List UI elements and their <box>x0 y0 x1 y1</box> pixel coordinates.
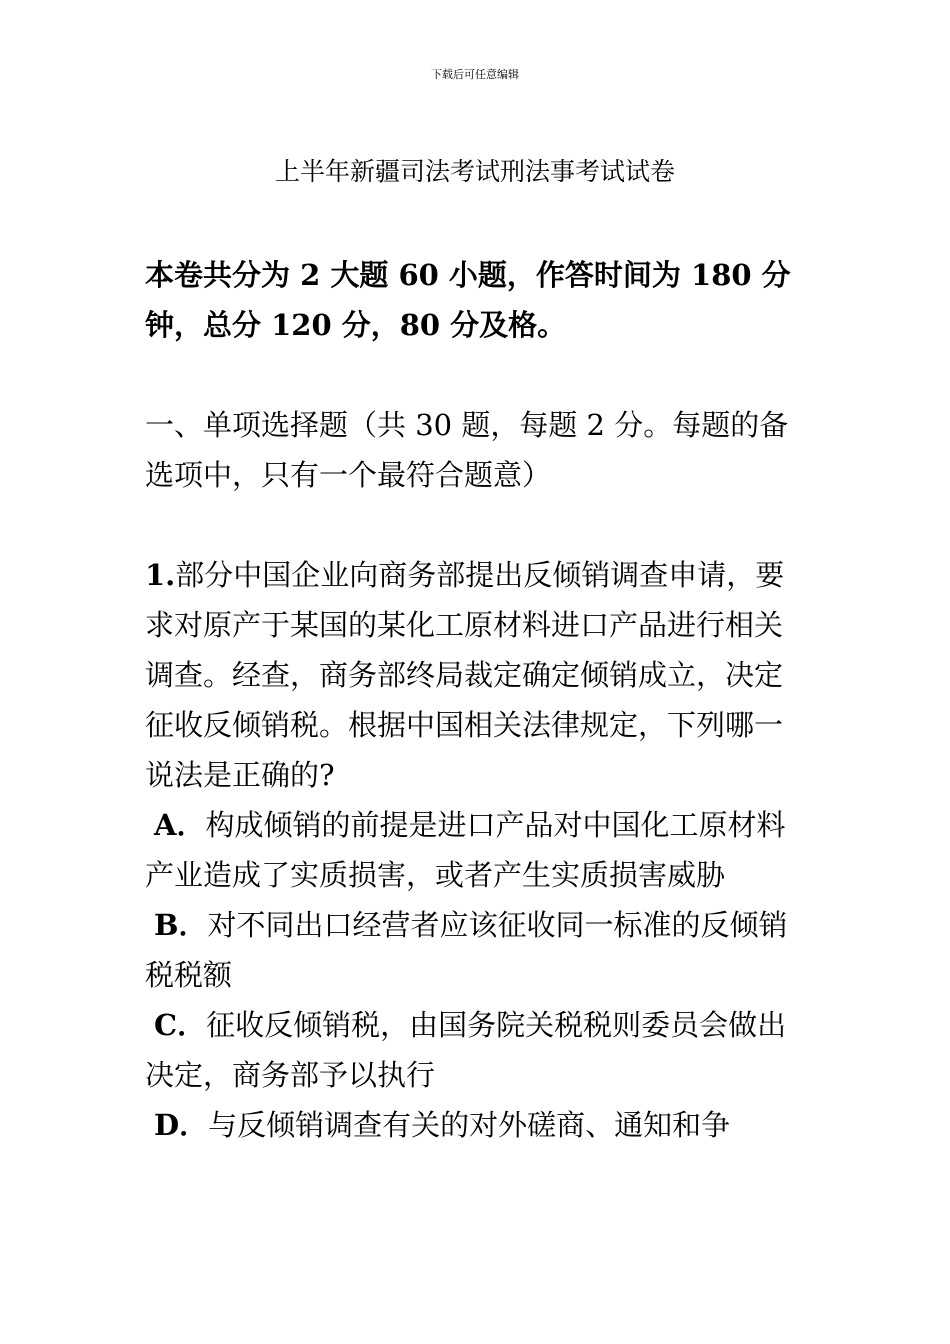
option-text: 构成倾销的前提是进口产品对中国化工原材料产业造成了实质损害，或者产生实质损害威胁 <box>145 808 786 892</box>
question-stem <box>145 550 810 800</box>
option-letter: B． <box>154 908 208 942</box>
page-header-note: 下载后可任意编辑 <box>431 68 519 81</box>
section-heading: 一、单项选择题（共 30 题，每题 2 分。每题的备选项中，只有一个最符合题意） <box>145 408 789 492</box>
option-c <box>145 1000 810 1100</box>
option-text: 与反倾销调查有关的对外磋商、通知和争 <box>208 1108 731 1142</box>
document-title: 上半年新疆司法考试刑法事考试试卷 <box>274 157 675 186</box>
option-d <box>145 1100 810 1150</box>
question-number: 1. <box>145 558 176 592</box>
option-letter: C． <box>154 1008 207 1042</box>
option-letter: D． <box>154 1108 209 1142</box>
option-text: 对不同出口经营者应该征收同一标准的反倾销税税额 <box>145 908 788 992</box>
question-text: 部分中国企业向商务部提出反倾销调查申请，要求对原产于某国的某化工原材料进口产品进行相关调查。经查，商务部终局裁定确定倾销成立，决定征收反倾销税。根据中国相关法律规定，下列哪一说法是正确的? <box>145 558 785 792</box>
document-body <box>145 250 810 1150</box>
question-1 <box>145 550 810 1150</box>
option-text: 征收反倾销税，由国务院关税税则委员会做出决定，商务部予以执行 <box>145 1008 787 1092</box>
option-b <box>145 900 810 1000</box>
exam-intro: 本卷共分为 2 大题 60 小题，作答时间为 180 分钟，总分 120 分，80 分及格。 <box>145 258 791 342</box>
option-letter: A． <box>154 808 206 842</box>
option-a <box>145 800 810 900</box>
